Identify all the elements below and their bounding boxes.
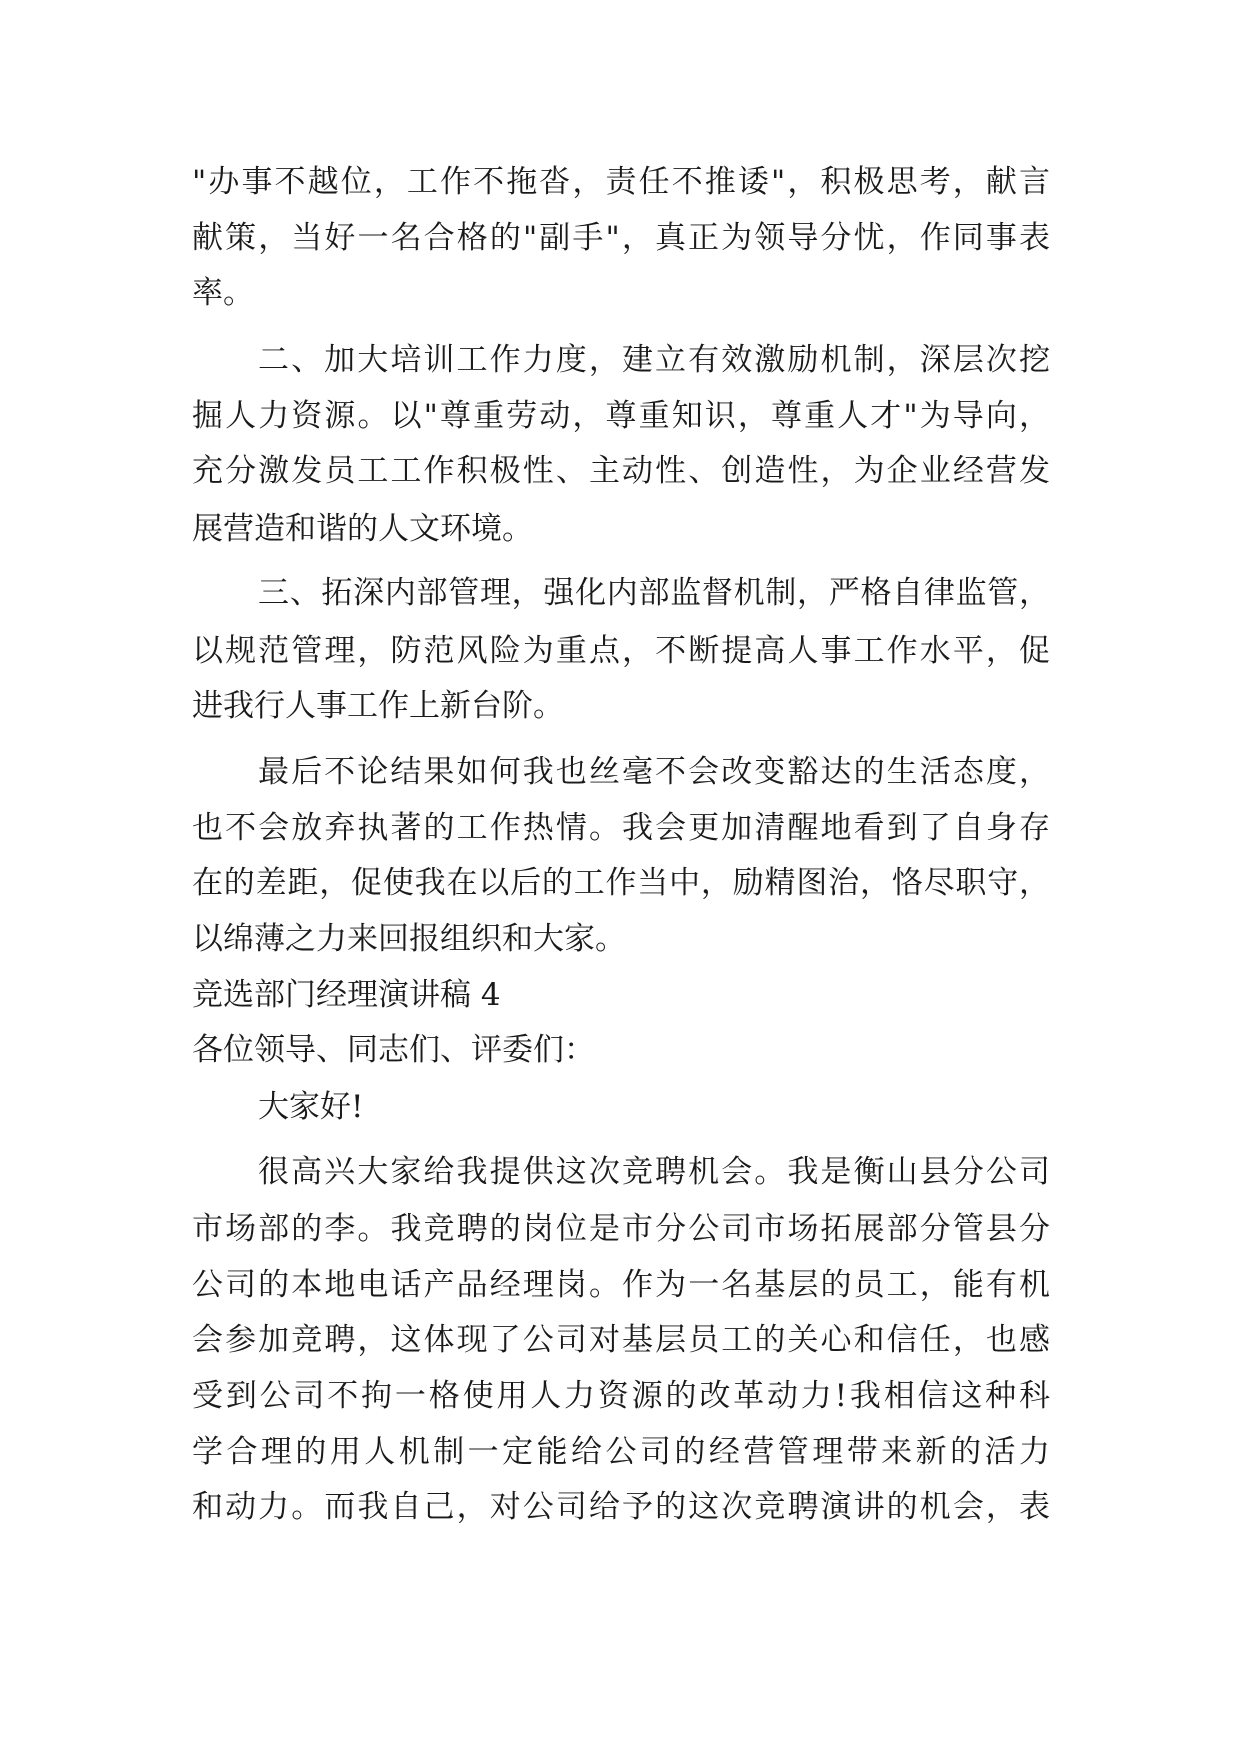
salutation: 各位领导、同志们、评委们： bbox=[192, 1032, 595, 1068]
text-line: 以规范管理，防范风险为重点，不断提高人事工作水平，促 bbox=[192, 633, 1050, 669]
text-line: 学合理的用人机制一定能给公司的经营管理带来新的活力 bbox=[192, 1434, 1050, 1470]
text-line: 最后不论结果如何我也丝毫不会改变豁达的生活态度， bbox=[258, 754, 1050, 790]
text-line: 受到公司不拘一格使用人力资源的改革动力!我相信这种科 bbox=[192, 1378, 1050, 1414]
text-line: 献策，当好一名合格的"副手"，真正为领导分忧，作同事表 bbox=[192, 220, 1050, 256]
text-line: 和动力。而我自己，对公司给予的这次竞聘演讲的机会，表 bbox=[192, 1489, 1050, 1525]
text-line: 展营造和谐的人文环境。 bbox=[192, 511, 533, 547]
text-line: 掘人力资源。以"尊重劳动，尊重知识，尊重人才"为导向， bbox=[192, 398, 1050, 434]
text-line: 率。 bbox=[192, 275, 254, 311]
text-line: "办事不越位，工作不拖沓，责任不推诿"，积极思考，献言 bbox=[192, 164, 1050, 200]
text-line: 很高兴大家给我提供这次竞聘机会。我是衡山县分公司 bbox=[258, 1154, 1050, 1190]
text-line: 在的差距，促使我在以后的工作当中，励精图治，恪尽职守， bbox=[192, 865, 1050, 901]
text-line: 充分激发员工工作积极性、主动性、创造性，为企业经营发 bbox=[192, 453, 1050, 489]
text-line: 以绵薄之力来回报组织和大家。 bbox=[192, 921, 626, 957]
text-line: 进我行人事工作上新台阶。 bbox=[192, 688, 564, 724]
greeting: 大家好! bbox=[258, 1089, 364, 1125]
section-heading: 竞选部门经理演讲稿 4 bbox=[192, 977, 501, 1013]
text-line: 公司的本地电话产品经理岗。作为一名基层的员工，能有机 bbox=[192, 1267, 1050, 1303]
text-line: 三、拓深内部管理，强化内部监督机制，严格自律监管， bbox=[258, 575, 1050, 611]
text-line: 二、加大培训工作力度，建立有效激励机制，深层次挖 bbox=[258, 342, 1050, 378]
text-line: 市场部的李。我竞聘的岗位是市分公司市场拓展部分管县分 bbox=[192, 1211, 1050, 1247]
text-line: 也不会放弃执著的工作热情。我会更加清醒地看到了自身存 bbox=[192, 810, 1050, 846]
text-line: 会参加竞聘，这体现了公司对基层员工的关心和信任，也感 bbox=[192, 1322, 1050, 1358]
